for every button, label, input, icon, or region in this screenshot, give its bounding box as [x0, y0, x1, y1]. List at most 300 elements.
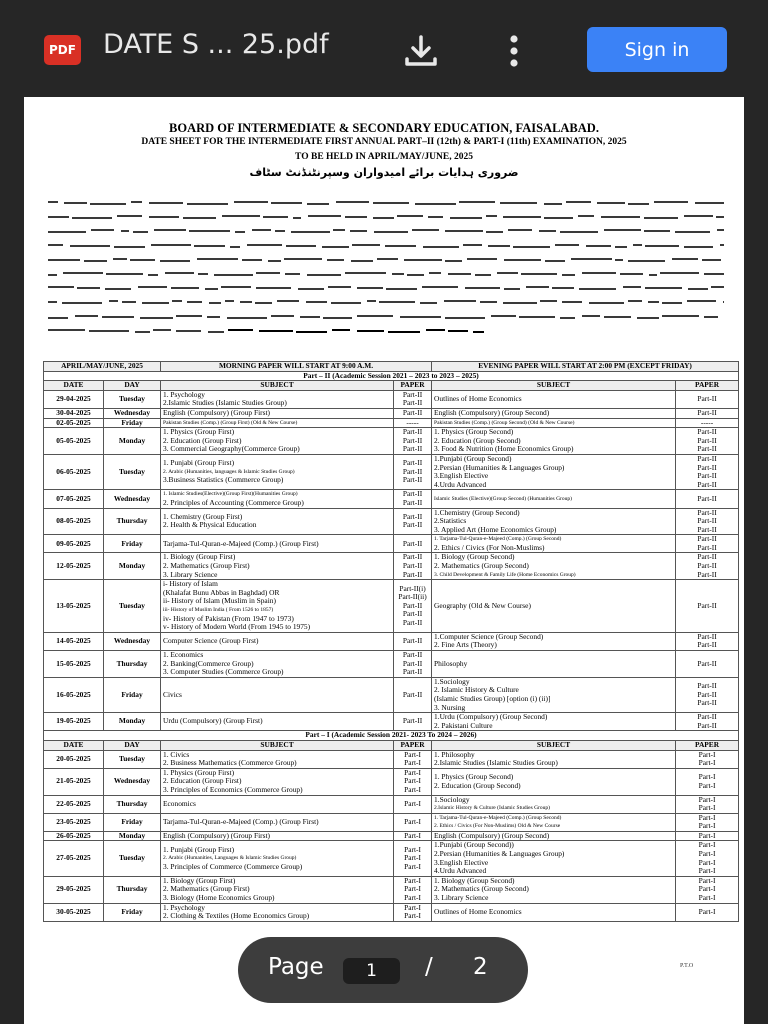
cell-line: 2. Education (Group First)	[163, 776, 242, 786]
morning-paper	[394, 903, 432, 921]
cell-line: Part-I	[404, 844, 421, 854]
cell-line: 4.Urdu Advanced	[434, 866, 487, 876]
cell-line: 3. Principles of Commerce (Commerce Group)	[163, 861, 303, 871]
morning-subject	[161, 580, 394, 633]
exam-date: 20-05-2025	[44, 750, 104, 768]
cell-line: 3. Child Development & Family Life (Home Economics Group)	[434, 571, 576, 578]
morning-paper	[394, 768, 432, 795]
cell-line: Part-II	[697, 720, 717, 730]
file-name: DATE S ... 25.pdf	[103, 29, 329, 60]
evening-subject	[432, 750, 676, 768]
cell-line: Part-II	[402, 617, 423, 627]
cell-line: 1. Punjabi (Group First)	[163, 844, 235, 854]
cell-line: Islamic Studies (Elective)(Group Second) (Humanities Group)	[434, 495, 572, 502]
cell-line: 3. Library Science	[163, 569, 218, 579]
morning-paper	[394, 553, 432, 580]
cell-line: i- History of Islam	[163, 579, 218, 589]
cell-line: 2. Ethics / Civics (For Non-Muslims)	[434, 542, 545, 552]
cell-line: Part-II	[402, 667, 423, 677]
more-vert-icon[interactable]	[507, 34, 521, 68]
cell-line: 2. Islamic History & Culture	[434, 685, 519, 695]
cell-line: 2. Education (Group First)	[163, 435, 242, 445]
exam-day: Thursday	[104, 651, 161, 678]
morning-paper	[394, 535, 432, 553]
cell-line: Part-I	[698, 849, 716, 859]
cell-line: 1. Psychology	[163, 390, 205, 399]
cell-line: 3. Computer Studies (Commerce Group)	[163, 667, 284, 677]
cell-line: 2. Arabic (Humanities, Languages & Islamic Studies Group)	[163, 855, 297, 862]
cell-line: Part-II	[402, 398, 423, 408]
exam-day: Tuesday	[104, 580, 161, 633]
morning-subject	[161, 831, 394, 841]
cell-line: Part-II	[697, 712, 717, 722]
cell-line: Part-I	[404, 911, 421, 921]
cell-line: Part-II	[697, 454, 717, 463]
exam-day: Tuesday	[104, 390, 161, 408]
evening-subject	[432, 903, 676, 921]
cell-line: 2. Banking(Commerce Group)	[163, 658, 254, 668]
cell-line: (Khalafat Bunu Abbas in Baghdad) OR	[163, 587, 280, 597]
cell-line: Part-II	[402, 458, 423, 468]
morning-paper	[394, 390, 432, 408]
exam-date: 22-05-2025	[44, 795, 104, 813]
cell-line: 1. Physics (Group First)	[163, 768, 235, 777]
morning-subject	[161, 454, 394, 489]
cell-line: Part-I	[698, 866, 716, 876]
evening-paper	[676, 632, 739, 650]
cell-line: Part-II	[697, 552, 717, 562]
evening-paper	[676, 713, 739, 731]
cell-line: Part-II	[697, 632, 717, 641]
exam-date: 06-05-2025	[44, 454, 104, 489]
cell-line: 2. Mathematics (Group Second)	[434, 884, 529, 894]
morning-subject	[161, 841, 394, 876]
morning-subject	[161, 632, 394, 650]
cell-line: Part-I	[404, 750, 421, 759]
evening-paper	[676, 651, 739, 678]
morning-paper	[394, 490, 432, 508]
table-row	[44, 508, 739, 535]
cell-line: 2.Persian (Humanities & Languages Group)	[434, 462, 565, 472]
table-row	[44, 795, 739, 813]
cell-line: Part-I	[404, 853, 421, 863]
pdf-file-icon: PDF	[44, 35, 81, 65]
document-subtitle: DATE SHEET FOR THE INTERMEDIATE FIRST ANNUAL PART–II (12th) & PART-I (11th) EXAMINATION, 2025	[141, 137, 627, 147]
cell-line: 3.Business Statistics (Commerce Group)	[163, 475, 284, 485]
cell-line: Part-II	[402, 609, 423, 619]
cell-line: Pakistan Studies (Comp.) (Group First) (Old & New Course)	[163, 419, 298, 426]
cell-line: 1. Biology (Group First)	[163, 552, 236, 562]
page-label: Page	[268, 954, 324, 980]
cell-line: 3. Library Science	[434, 893, 489, 903]
evening-subject	[432, 768, 676, 795]
cell-line: 2. Health & Physical Education	[163, 520, 257, 530]
cell-line: 3. Nursing	[434, 702, 466, 712]
table-row	[44, 903, 739, 921]
cell-line: Part-I	[698, 840, 716, 850]
cell-line: Part-I	[698, 813, 716, 822]
cell-line: Part-II	[402, 489, 423, 499]
cell-line: Philosophy	[434, 658, 468, 668]
cell-line: 1.Punjabi (Group Second)	[434, 454, 512, 463]
evening-paper	[676, 553, 739, 580]
exam-date: 16-05-2025	[44, 677, 104, 712]
section-title: Part – I (Academic Session 2021- 2023 To 2024 – 2026)	[44, 731, 739, 741]
cell-line: Part-I	[698, 750, 716, 759]
cell-line: 2. Mathematics (Group Second)	[434, 561, 529, 571]
cell-line: Part-I	[698, 884, 716, 894]
exam-day: Tuesday	[104, 454, 161, 489]
cell-line: 1. Islamic Studies(Elective)(Group First)(Humanities Group)	[163, 491, 298, 498]
table-row	[44, 418, 739, 428]
table-row	[44, 750, 739, 768]
morning-header: MORNING PAPER WILL START AT 9:00 A.M.	[161, 362, 432, 372]
cell-line: Tarjama-Tul-Quran-e-Majeed (Comp.) (Group First)	[163, 816, 319, 826]
cell-line: Civics	[163, 689, 182, 699]
pto-note: P.T.O	[680, 963, 694, 969]
urdu-heading: ضروری ہدایات برائے امیدواران وسپرنٹنڈنٹ سٹاف	[249, 166, 519, 179]
cell-line: Part-I	[404, 893, 421, 903]
cell-line: 1. Tarjama-Tul-Quran-e-Majeed (Comp.) (Group Second)	[434, 536, 562, 543]
cell-line: Part-I	[404, 861, 421, 871]
cell-line: Part-II	[402, 636, 423, 646]
morning-paper	[394, 841, 432, 876]
total-pages: 2	[473, 954, 488, 980]
cell-line: 1. Punjabi (Group First)	[163, 458, 235, 468]
cell-line: Part-II	[697, 698, 717, 708]
cell-line: 1. Biology (Group First)	[163, 876, 236, 885]
table-row	[44, 831, 739, 841]
cell-line: 2. Fine Arts (Theory)	[434, 640, 497, 650]
cell-line: 2. Arabic (Humanities, languages & Islamic Studies Group)	[163, 468, 295, 475]
evening-paper	[676, 841, 739, 876]
exam-day: Wednesday	[104, 408, 161, 418]
cell-line: 2. Mathematics (Group First)	[163, 561, 250, 571]
cell-line: Part-II	[697, 561, 717, 571]
cell-line: Part-II	[402, 475, 423, 485]
cell-line: Part-II	[402, 561, 423, 571]
urdu-text-line	[24, 199, 744, 207]
morning-paper	[394, 454, 432, 489]
table-row	[44, 535, 739, 553]
cell-line: Part-I	[404, 784, 421, 794]
cell-line: Part-II	[402, 444, 423, 454]
cell-line: Part-II	[697, 600, 717, 610]
evening-subject	[432, 831, 676, 841]
morning-paper	[394, 508, 432, 535]
exam-day: Monday	[104, 553, 161, 580]
cell-line: Part-I	[404, 831, 421, 840]
urdu-text-line	[24, 327, 744, 335]
exam-date: 19-05-2025	[44, 713, 104, 731]
morning-paper	[394, 813, 432, 831]
exam-date: 27-05-2025	[44, 841, 104, 876]
document-subtitle-2: TO BE HELD IN APRIL/MAY/JUNE, 2025	[295, 152, 473, 162]
cell-line: 1.Chemistry (Group Second)	[434, 508, 520, 517]
morning-paper	[394, 750, 432, 768]
sign-in-button[interactable]: Sign in	[587, 27, 727, 72]
morning-subject	[161, 651, 394, 678]
morning-subject	[161, 535, 394, 553]
urdu-text-line	[24, 270, 744, 278]
evening-paper	[676, 490, 739, 508]
cell-line: Part-II	[402, 427, 423, 437]
cell-line: Part-II	[697, 462, 717, 472]
cell-line: English (Compulsory) (Group Second)	[434, 408, 550, 417]
cell-line: 2. Education (Group Second)	[434, 435, 521, 445]
column-header-row	[44, 381, 739, 391]
table-row	[44, 876, 739, 903]
morning-paper	[394, 651, 432, 678]
evening-subject	[432, 553, 676, 580]
cell-line: 2.Islamic History & Culture (Islamic Studies Group)	[434, 805, 550, 812]
cell-line: Part-II	[402, 435, 423, 445]
cell-line: English (Compulsory) (Group First)	[163, 408, 270, 417]
cell-line: Outlines of Home Economics	[434, 906, 522, 916]
table-row	[44, 490, 739, 508]
evening-subject	[432, 390, 676, 408]
morning-subject	[161, 795, 394, 813]
morning-subject	[161, 677, 394, 712]
cell-line: Part-II	[402, 466, 423, 476]
exam-date: 12-05-2025	[44, 553, 104, 580]
cell-line: Geography (Old & New Course)	[434, 600, 531, 610]
cell-line: Part-I	[698, 893, 716, 903]
section-row	[44, 731, 739, 741]
evening-paper	[676, 750, 739, 768]
cell-line: Part-I	[698, 772, 716, 782]
evening-subject	[432, 713, 676, 731]
cell-line: 2.Islamic Studies (Islamic Studies Group)	[163, 398, 287, 408]
cell-line: (Islamic Studies Group) [option (i) (ii)]	[434, 693, 551, 703]
current-page-input[interactable]: 1	[343, 958, 400, 984]
urdu-text-line	[24, 313, 744, 321]
urdu-text-line	[24, 227, 744, 235]
morning-paper	[394, 580, 432, 633]
cell-line: Part-II(ii)	[398, 592, 427, 602]
page-indicator	[238, 937, 528, 1003]
evening-subject	[432, 580, 676, 633]
morning-paper	[394, 428, 432, 455]
cell-line: Part-II	[402, 497, 423, 507]
cell-line: Part-I	[404, 768, 421, 777]
table-row	[44, 428, 739, 455]
column-header: DAY	[104, 381, 161, 391]
morning-subject	[161, 876, 394, 903]
morning-subject	[161, 553, 394, 580]
cell-line: Part-I	[404, 876, 421, 885]
cell-line: Part-II	[402, 716, 423, 726]
cell-line: Part-II	[697, 444, 717, 454]
morning-subject	[161, 508, 394, 535]
morning-paper	[394, 408, 432, 418]
evening-paper	[676, 813, 739, 831]
table-row	[44, 454, 739, 489]
cell-line: Part-II	[697, 471, 717, 481]
table-row	[44, 841, 739, 876]
cell-line: Part-II	[697, 408, 717, 417]
exam-day: Wednesday	[104, 490, 161, 508]
morning-subject	[161, 750, 394, 768]
cell-line: 2. Clothing & Textiles (Home Economics Group)	[163, 911, 310, 921]
morning-paper	[394, 677, 432, 712]
cell-line: Part-II	[402, 552, 423, 562]
cell-line: 3. Applied Art (Home Economics Group)	[434, 524, 557, 534]
cell-line: 2. Principles of Accounting (Commerce Group)	[163, 497, 304, 507]
exam-day: Friday	[104, 535, 161, 553]
evening-paper	[676, 418, 739, 428]
cell-line: Part-I	[404, 884, 421, 894]
evening-header: EVENING PAPER WILL START AT 2:00 PM (EXCEPT FRIDAY)	[432, 362, 739, 372]
column-header: SUBJECT	[161, 381, 394, 391]
exam-day: Wednesday	[104, 632, 161, 650]
table-row	[44, 651, 739, 678]
exam-day: Tuesday	[104, 750, 161, 768]
cell-line: Part-I	[698, 795, 716, 804]
cell-line: Part-II	[697, 516, 717, 526]
section-title: Part – II (Academic Session 2021 – 2023 to 2023 – 2025)	[44, 371, 739, 381]
cell-line: Part-I	[404, 903, 421, 912]
evening-paper	[676, 454, 739, 489]
cell-line: 2. Mathematics (Group First)	[163, 884, 250, 894]
cell-line: Part-II	[402, 520, 423, 530]
table-row	[44, 408, 739, 418]
evening-paper	[676, 768, 739, 795]
morning-paper	[394, 795, 432, 813]
morning-paper	[394, 713, 432, 731]
cell-line: 1. Biology (Group Second)	[434, 876, 515, 885]
cell-line: Part-I	[698, 780, 716, 790]
morning-subject	[161, 408, 394, 418]
table-row	[44, 813, 739, 831]
cell-line: 1. Civics	[163, 750, 190, 759]
urdu-text-line	[24, 256, 744, 264]
column-header: DAY	[104, 740, 161, 750]
table-row	[44, 390, 739, 408]
column-header: SUBJECT	[432, 381, 676, 391]
cell-line: 1. Economics	[163, 650, 204, 659]
cell-line: Part-II	[402, 600, 423, 610]
cell-line: 3.English Elective	[434, 471, 489, 481]
column-header: DATE	[44, 740, 104, 750]
evening-subject	[432, 535, 676, 553]
cell-line: Part-I	[404, 816, 421, 826]
evening-subject	[432, 454, 676, 489]
cell-line: v- History of Modern World (From 1945 to 1975)	[163, 622, 311, 632]
evening-paper	[676, 831, 739, 841]
cell-line: Part-II	[697, 508, 717, 517]
cell-line: Part-I	[404, 758, 421, 768]
download-icon[interactable]	[403, 35, 439, 67]
cell-line: 2. Business Mathematics (Commerce Group)	[163, 758, 297, 768]
cell-line: Part-I	[698, 857, 716, 867]
evening-subject	[432, 418, 676, 428]
date-sheet-table	[43, 361, 739, 922]
morning-subject	[161, 390, 394, 408]
table-row	[44, 632, 739, 650]
cell-line: Part-I	[404, 776, 421, 786]
cell-line: 2. Pakistani Culture	[434, 720, 493, 730]
cell-line: 4.Urdu Advanced	[434, 479, 487, 489]
cell-line: Outlines of Home Economics	[434, 394, 522, 404]
morning-paper	[394, 632, 432, 650]
cell-line: 2.Persian (Humanities & Languages Group)	[434, 849, 565, 859]
urdu-text-line	[24, 213, 744, 221]
cell-line: 1.Urdu (Compulsory) (Group Second)	[434, 712, 548, 722]
exam-date: 07-05-2025	[44, 490, 104, 508]
cell-line: Part-II	[402, 511, 423, 521]
exam-day: Wednesday	[104, 768, 161, 795]
cell-line: 1.Sociology	[434, 677, 470, 686]
table-row	[44, 553, 739, 580]
cell-line: Part-II	[697, 394, 717, 404]
exam-date: 26-05-2025	[44, 831, 104, 841]
cell-line: Part-II	[697, 427, 717, 437]
header-row	[44, 362, 739, 372]
exam-day: Friday	[104, 677, 161, 712]
cell-line: Part-II	[697, 658, 717, 668]
pdf-page	[24, 97, 744, 1024]
exam-date: 30-05-2025	[44, 903, 104, 921]
cell-line: 1.Computer Science (Group Second)	[434, 632, 544, 641]
cell-line: 1.Sociology	[434, 795, 470, 804]
cell-line: 1.Punjabi (Group Second))	[434, 840, 514, 850]
page-separator: /	[425, 954, 433, 980]
cell-line: Part-I	[698, 821, 716, 831]
column-header: PAPER	[394, 381, 432, 391]
urdu-text-line	[24, 242, 744, 250]
cell-line: Economics	[163, 798, 196, 808]
cell-line: Computer Science (Group First)	[163, 636, 259, 646]
exam-date: 05-05-2025	[44, 428, 104, 455]
column-header-row	[44, 740, 739, 750]
cell-line: Part-II	[697, 493, 717, 503]
cell-line: 1. Physics (Group Second)	[434, 772, 514, 782]
cell-line: Part-II	[697, 479, 717, 489]
column-header: PAPER	[394, 740, 432, 750]
table-row	[44, 768, 739, 795]
exam-date: 30-04-2025	[44, 408, 104, 418]
evening-paper	[676, 580, 739, 633]
morning-subject	[161, 418, 394, 428]
exam-day: Friday	[104, 903, 161, 921]
morning-paper	[394, 831, 432, 841]
exam-day: Friday	[104, 418, 161, 428]
cell-line: iii- History of Muslim India ( From 1526 to 1857)	[163, 607, 274, 614]
cell-line: 1. Physics (Group Second)	[434, 427, 514, 437]
cell-line: 3.English Elective	[434, 857, 489, 867]
cell-line: English (Compulsory) (Group First)	[163, 831, 270, 840]
evening-subject	[432, 813, 676, 831]
cell-line: Part-II	[402, 390, 423, 399]
evening-subject	[432, 490, 676, 508]
exam-day: Thursday	[104, 876, 161, 903]
cell-line: Part-II	[402, 658, 423, 668]
cell-line: Part-II	[402, 538, 423, 548]
evening-subject	[432, 795, 676, 813]
session-header: APRIL/MAY/JUNE, 2025	[44, 362, 161, 372]
cell-line: Pakistan Studies (Comp.) (Group Second) (Old & New Course)	[434, 419, 575, 426]
morning-subject	[161, 903, 394, 921]
exam-date: 08-05-2025	[44, 508, 104, 535]
evening-subject	[432, 408, 676, 418]
morning-paper	[394, 876, 432, 903]
evening-subject	[432, 508, 676, 535]
exam-day: Tuesday	[104, 841, 161, 876]
cell-line: 1. Tarjama-Tul-Quran-e-Majeed (Comp.) (Group Second)	[434, 814, 562, 821]
cell-line: 2.Statistics	[434, 516, 467, 526]
table-row	[44, 713, 739, 731]
